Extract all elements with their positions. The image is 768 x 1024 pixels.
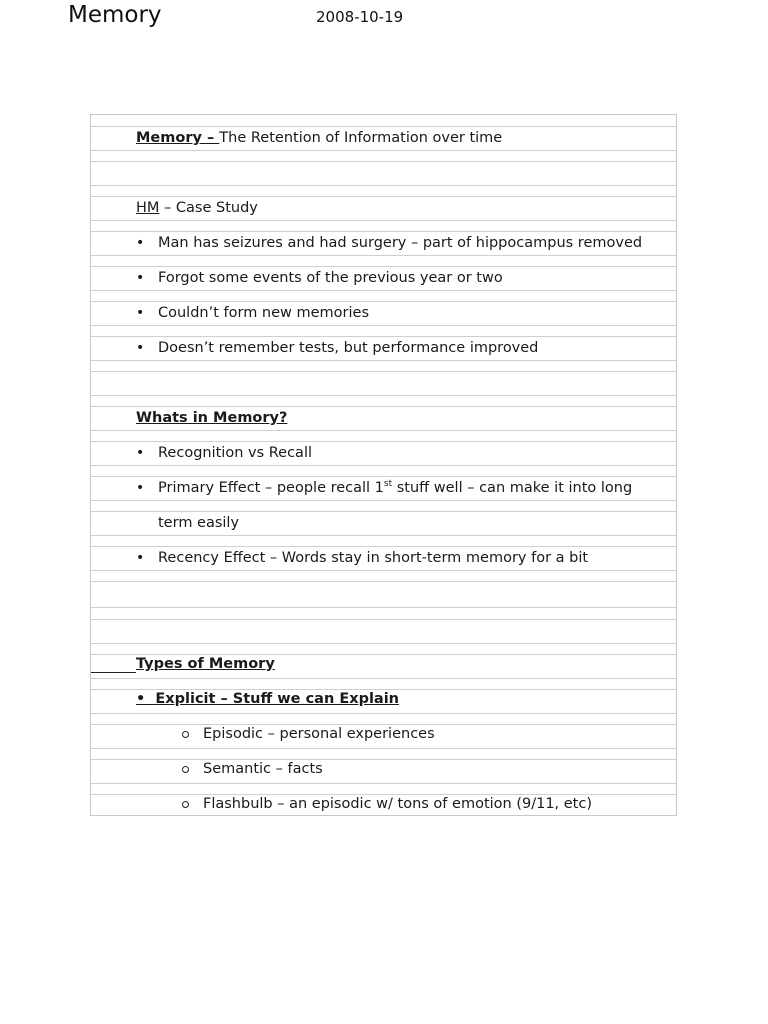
rule-line [91,759,676,760]
bullet-dot: • [136,340,145,356]
bullet-dot: • [136,305,145,321]
rule-line [91,196,676,197]
rule-line [91,465,676,466]
explicit-text: Explicit – Stuff we can Explain [155,691,400,707]
rule-line [91,290,676,291]
rule-line [91,619,676,620]
rule-line [91,678,676,679]
circle-bullet-icon [182,801,189,808]
hm-bullet-1: Man has seizures and had surgery – part of hippocampus removed [158,235,643,251]
primary-effect-continuation: term easily [158,515,240,531]
whats-heading: Whats in Memory? [136,410,288,426]
rule-line [91,325,676,326]
rule-line [91,185,676,186]
bullet-dot: • [136,550,145,566]
rule-line [91,713,676,714]
recognition-item: Recognition vs Recall [158,445,312,461]
rule-line [91,546,676,547]
rule-line [91,783,676,784]
hm-bullet-4: Doesn’t remember tests, but performance improved [158,340,539,356]
sub-item-episodic: Episodic – personal experiences [203,726,435,742]
rule-line [91,500,676,501]
memory-def: The Retention of Information over time [219,130,503,146]
rule-line [91,336,676,337]
rule-line [91,581,676,582]
rule-line [91,371,676,372]
explicit-item [136,689,399,709]
bullet-dot: • [136,235,145,251]
page-title: Memory [68,2,162,28]
bullet-dot: • [136,691,156,707]
rule-line [91,511,676,512]
rule-line [91,570,676,571]
bullet-dot: • [136,480,145,496]
page-date: 2008-10-19 [316,8,404,26]
sub-item-semantic: Semantic – facts [203,761,323,777]
hm-rest: – Case Study [159,200,258,216]
hm-heading [136,198,258,218]
circle-bullet-icon [182,766,189,773]
rule-line [91,476,676,477]
rule-line [91,643,676,644]
rule-line [91,150,676,151]
rule-line [91,430,676,431]
types-heading: Types of Memory [136,656,275,672]
rule-line [91,748,676,749]
hm-bullet-3: Couldn’t form new memories [158,305,370,321]
circle-bullet-icon [182,731,189,738]
rule-line [91,395,676,396]
primary-b: stuff well – can make it into long [392,480,633,496]
rule-line [91,220,676,221]
rule-line [91,607,676,608]
rule-line [91,231,676,232]
hm-term: HM [136,200,160,216]
rule-line [91,360,676,361]
primary-sup: st [383,479,393,489]
sub-item-flashbulb: Flashbulb – an episodic w/ tons of emotion (9/11, etc) [203,796,592,812]
bullet-dot: • [136,445,145,461]
memory-term: Memory – [136,130,220,146]
types-underline-lead [91,672,136,673]
rule-line [91,535,676,536]
bullet-dot: • [136,270,145,286]
notes-box [90,114,677,816]
rule-line [91,301,676,302]
primary-effect-item [158,478,632,498]
rule-line [91,161,676,162]
primary-a: Primary Effect – people recall 1 [158,480,384,496]
hm-bullet-2: Forgot some events of the previous year or two [158,270,503,286]
rule-line [91,255,676,256]
rule-line [91,441,676,442]
memory-definition [136,128,502,148]
rule-line [91,126,676,127]
rule-line [91,266,676,267]
recency-effect-item: Recency Effect – Words stay in short-term memory for a bit [158,550,589,566]
rule-line [91,406,676,407]
